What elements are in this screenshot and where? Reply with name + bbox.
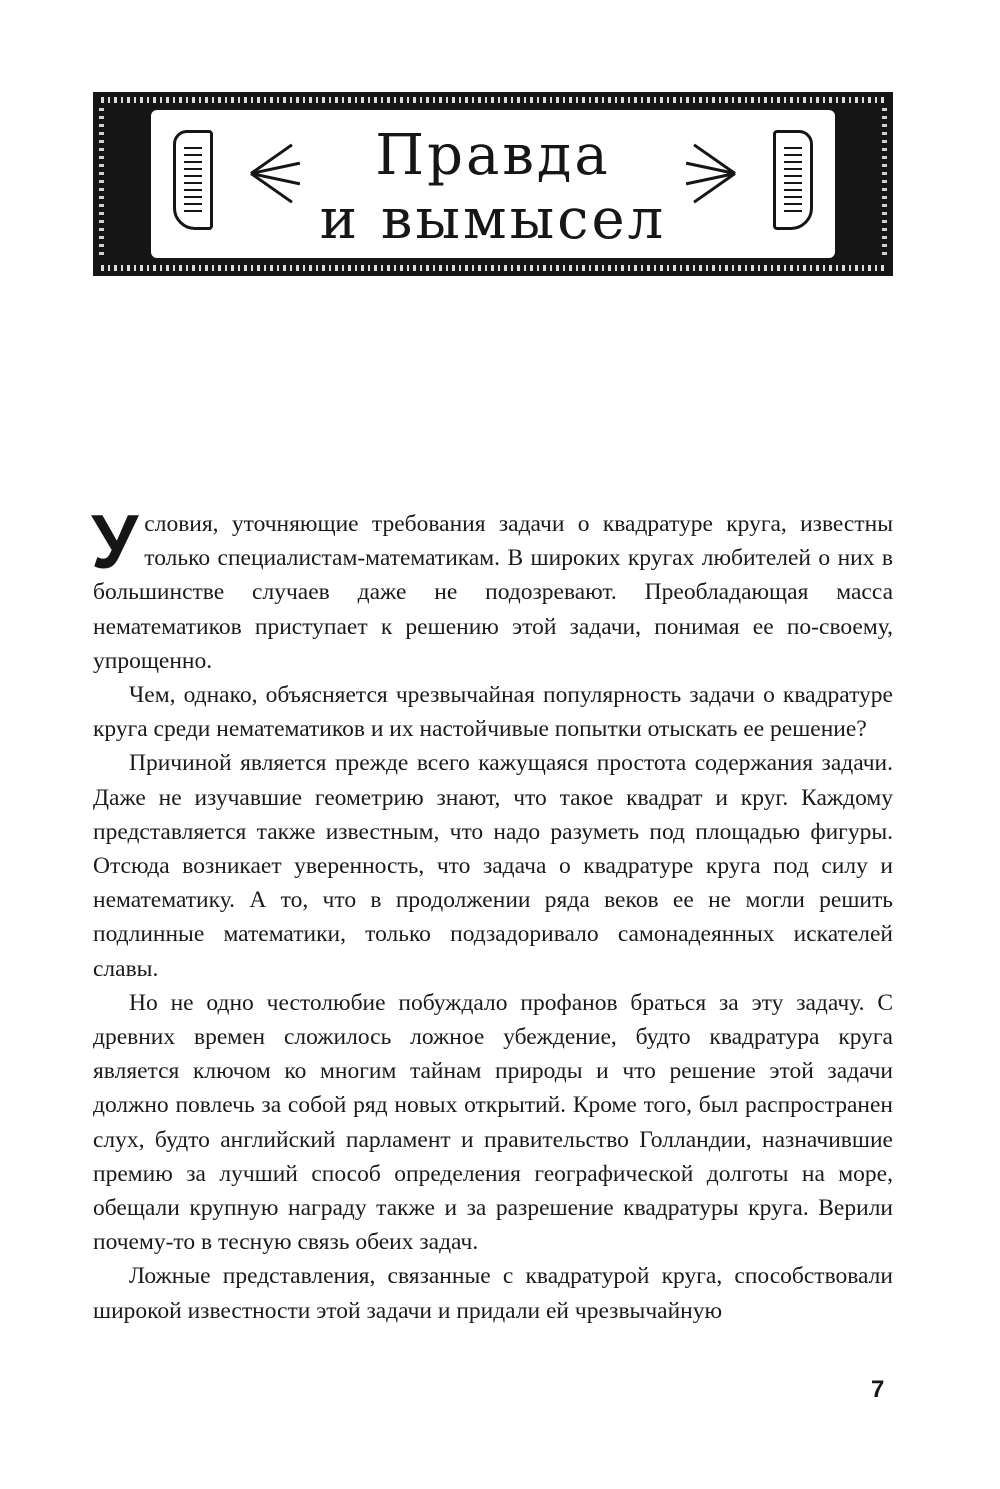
banner-border-top xyxy=(101,97,885,103)
title-banner xyxy=(93,92,893,276)
drop-cap: У xyxy=(91,500,139,585)
paragraph: Причиной является прежде всего кажущаяся простота содержания задачи. Даже не изучавшие геометрию знают, что такое квадрат и круг. Каждому представляется также известным, что надо разуметь под площадью фигуры. Отсюда возникает уверенность, что задача о квадратуре круга под силу и нематематику. А то, что в продолжении ряда веков ее не могли решить подлинные математики, только подзадоривало самонадеянных искателей славы. xyxy=(93,750,893,982)
paragraph: Условия, уточняющие требования задачи о квадратуре круга, известны только специалистам-математикам. В широких кругах любителей о них в большинстве случаев даже не подозревают. Преобладающая масса нематематиков приступает к решению этой задачи, понимая ее по-своему, упрощенно. xyxy=(91,500,893,674)
paragraph: Но не одно честолюбие побуждало профанов браться за эту задачу. С древних времен сложилось ложное убеждение, будто квадратура круга является ключом ко многим тайнам природы и что решение этой задачи должно повлечь за собой ряд новых открытий. Кроме того, был распространен слух, будто английский парламент и правительство Голландии, назначившие премию за лучший способ определения географической долготы на море, обещали крупную награду также и за разрешение квадратуры круга. Верили почему-то в тесную связь обеих задач. xyxy=(93,989,893,1256)
paragraph: Чем, однако, объясняется чрезвычайная популярность задачи о квадратуре круга среди нематематиков и их настойчивые попытки отыскать ее решение? xyxy=(93,682,893,743)
page-number: 7 xyxy=(871,1376,885,1403)
paragraph: Ложные представления, связанные с квадратурой круга, способствовали широкой известности этой задачи и придали ей чрезвычайную xyxy=(93,1263,893,1324)
chapter-title-line-1: Правда xyxy=(375,123,611,188)
chapter-title-line-2: и вымысел xyxy=(319,187,667,252)
banner-border-bottom xyxy=(101,265,885,271)
banner-border-left xyxy=(99,108,104,260)
banner-border-right xyxy=(882,108,887,260)
chapter-body xyxy=(91,500,893,1328)
